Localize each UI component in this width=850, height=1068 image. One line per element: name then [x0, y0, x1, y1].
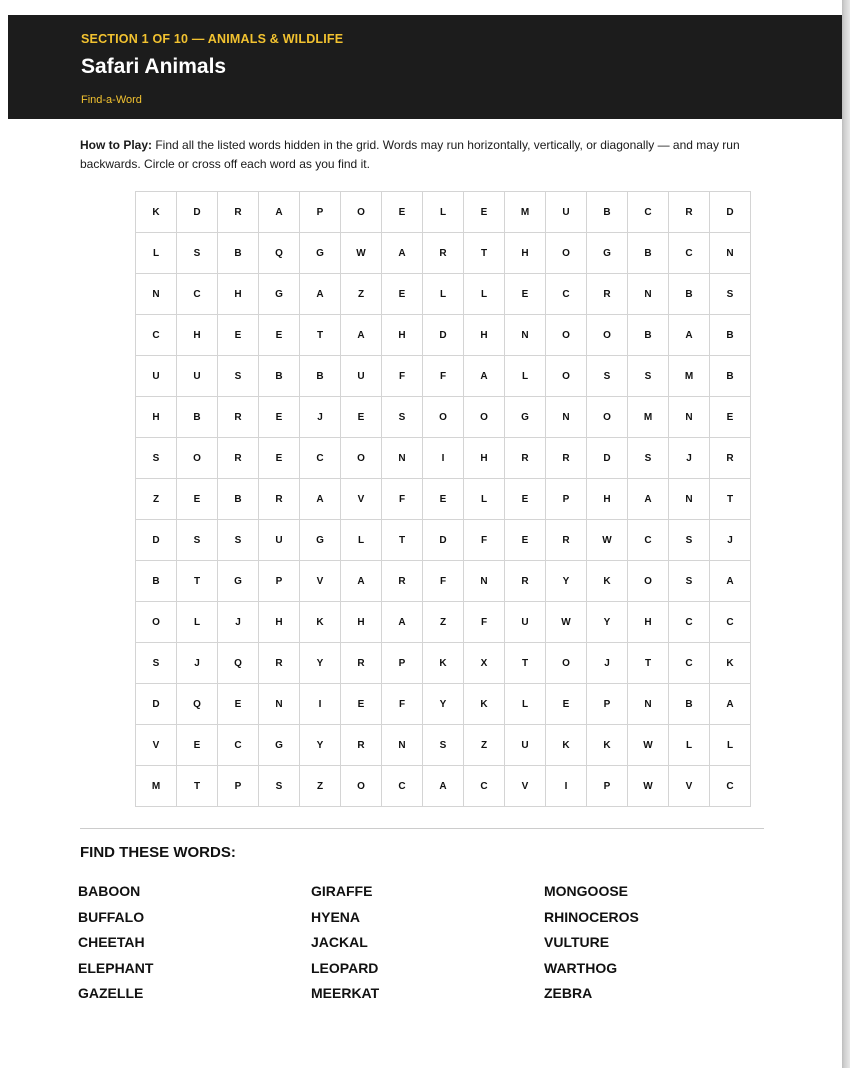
grid-cell[interactable]: G [259, 725, 300, 766]
grid-cell[interactable]: R [546, 520, 587, 561]
grid-cell[interactable]: C [669, 233, 710, 274]
grid-cell[interactable]: S [218, 356, 259, 397]
page-title: Safari Animals [81, 55, 227, 78]
grid-cell[interactable]: N [259, 684, 300, 725]
grid-cell[interactable]: N [669, 479, 710, 520]
grid-cell[interactable]: O [341, 766, 382, 807]
grid-cell[interactable]: C [464, 766, 505, 807]
grid-cell[interactable]: Z [136, 479, 177, 520]
grid-cell[interactable]: F [382, 356, 423, 397]
grid-cell[interactable]: C [710, 766, 751, 807]
grid-cell[interactable]: T [464, 233, 505, 274]
divider [80, 828, 764, 829]
grid-cell[interactable]: P [218, 766, 259, 807]
grid-cell[interactable]: W [587, 520, 628, 561]
grid-cell[interactable]: L [464, 479, 505, 520]
grid-cell[interactable]: F [464, 602, 505, 643]
grid-cell[interactable]: N [382, 438, 423, 479]
grid-cell[interactable]: L [505, 684, 546, 725]
grid-cell[interactable]: E [423, 479, 464, 520]
word-list-item: JACKAL [311, 934, 368, 950]
grid-cell[interactable]: P [300, 192, 341, 233]
grid-cell[interactable]: G [505, 397, 546, 438]
grid-cell[interactable]: H [218, 274, 259, 315]
word-list-item: BABOON [78, 883, 141, 899]
grid-cell[interactable]: S [669, 520, 710, 561]
grid-cell[interactable]: E [259, 438, 300, 479]
grid-cell[interactable]: K [423, 643, 464, 684]
grid-cell[interactable]: J [218, 602, 259, 643]
grid-cell[interactable]: T [710, 479, 751, 520]
grid-cell[interactable]: K [587, 725, 628, 766]
grid-cell[interactable]: E [259, 315, 300, 356]
word-list-item: ELEPHANT [78, 959, 154, 976]
grid-cell[interactable]: V [300, 561, 341, 602]
grid-cell[interactable]: B [669, 684, 710, 725]
grid-cell[interactable]: N [710, 233, 751, 274]
grid-cell[interactable]: D [136, 684, 177, 725]
word-list-item: LEOPARD [311, 959, 379, 976]
grid-cell[interactable]: K [136, 192, 177, 233]
grid-cell[interactable]: N [382, 725, 423, 766]
grid-cell[interactable]: L [423, 274, 464, 315]
grid-cell[interactable]: Y [300, 643, 341, 684]
grid-cell[interactable]: B [177, 397, 218, 438]
grid-cell[interactable]: V [136, 725, 177, 766]
grid-cell[interactable]: O [136, 602, 177, 643]
grid-cell[interactable]: Q [177, 684, 218, 725]
grid-cell[interactable]: Y [300, 725, 341, 766]
grid-cell[interactable]: C [669, 643, 710, 684]
grid-cell[interactable]: O [587, 315, 628, 356]
grid-cell[interactable]: A [710, 561, 751, 602]
grid-cell[interactable]: D [710, 192, 751, 233]
word-list-column-1 [78, 881, 153, 1009]
grid-cell[interactable]: B [300, 356, 341, 397]
grid-cell[interactable]: W [628, 725, 669, 766]
instructions-label: How to Play: [80, 138, 153, 152]
grid-cell[interactable]: H [177, 315, 218, 356]
grid-cell[interactable]: L [423, 192, 464, 233]
section-header [8, 15, 843, 119]
grid-cell[interactable]: S [136, 643, 177, 684]
grid-cell[interactable]: A [341, 315, 382, 356]
grid-cell[interactable]: N [546, 397, 587, 438]
word-list-column-2 [311, 881, 379, 1009]
grid-cell[interactable]: A [259, 192, 300, 233]
grid-cell[interactable]: I [546, 766, 587, 807]
grid-cell[interactable]: Q [218, 643, 259, 684]
grid-cell[interactable]: W [628, 766, 669, 807]
grid-cell[interactable]: T [177, 561, 218, 602]
grid-cell[interactable]: H [464, 438, 505, 479]
section-label: SECTION 1 OF 10 — ANIMALS & WILDLIFE [81, 32, 344, 46]
grid-cell[interactable]: O [587, 397, 628, 438]
grid-cell[interactable]: E [505, 520, 546, 561]
grid-cell[interactable]: A [382, 233, 423, 274]
grid-cell[interactable]: H [382, 315, 423, 356]
instructions-text: Find all the listed words hidden in the grid. Words may run horizontally, vertically, or diagonally — and may run backwards. Circle or cross off each word as you find it. [80, 138, 740, 171]
grid-cell[interactable]: O [177, 438, 218, 479]
grid-cell[interactable]: R [218, 438, 259, 479]
grid-cell[interactable]: R [218, 192, 259, 233]
grid-cell[interactable]: T [382, 520, 423, 561]
grid-cell[interactable]: P [546, 479, 587, 520]
grid-cell[interactable]: A [628, 479, 669, 520]
grid-cell[interactable]: T [300, 315, 341, 356]
grid-cell[interactable]: C [218, 725, 259, 766]
grid-cell[interactable]: S [628, 438, 669, 479]
grid-cell[interactable]: J [669, 438, 710, 479]
grid-cell[interactable]: L [669, 725, 710, 766]
grid-cell[interactable]: E [218, 684, 259, 725]
grid-cell[interactable]: I [300, 684, 341, 725]
grid-cell[interactable]: V [341, 479, 382, 520]
grid-cell[interactable]: E [259, 397, 300, 438]
grid-cell[interactable]: L [136, 233, 177, 274]
grid-cell[interactable]: N [628, 274, 669, 315]
grid-cell[interactable]: C [710, 602, 751, 643]
grid-cell[interactable]: B [710, 356, 751, 397]
grid-cell[interactable]: Y [546, 561, 587, 602]
grid-cell[interactable]: C [628, 520, 669, 561]
grid-cell[interactable]: E [177, 479, 218, 520]
word-list-item: RHINOCEROS [544, 908, 639, 925]
grid-cell[interactable]: U [505, 725, 546, 766]
grid-cell[interactable]: L [177, 602, 218, 643]
grid-cell[interactable]: S [218, 520, 259, 561]
grid-cell[interactable]: S [177, 520, 218, 561]
word-list-item: WARTHOG [544, 959, 618, 976]
grid-cell[interactable]: H [136, 397, 177, 438]
grid-cell[interactable]: S [259, 766, 300, 807]
grid-cell[interactable]: O [628, 561, 669, 602]
grid-cell[interactable]: Z [464, 725, 505, 766]
grid-cell[interactable]: U [136, 356, 177, 397]
page-edge-shadow [842, 0, 850, 1068]
find-words-heading: FIND THESE WORDS: [80, 844, 236, 861]
grid-cell[interactable]: O [341, 192, 382, 233]
grid-cell[interactable]: J [587, 643, 628, 684]
grid-cell[interactable]: Y [423, 684, 464, 725]
grid-cell[interactable]: G [300, 520, 341, 561]
grid-cell[interactable]: E [505, 479, 546, 520]
grid-cell[interactable]: E [218, 315, 259, 356]
grid-cell[interactable]: M [669, 356, 710, 397]
grid-cell[interactable]: C [628, 192, 669, 233]
grid-cell[interactable]: R [341, 725, 382, 766]
grid-cell[interactable]: J [710, 520, 751, 561]
grid-cell[interactable]: Z [423, 602, 464, 643]
grid-cell[interactable]: B [628, 315, 669, 356]
grid-cell[interactable]: E [177, 725, 218, 766]
grid-cell[interactable]: D [423, 315, 464, 356]
grid-cell[interactable]: O [546, 315, 587, 356]
grid-cell[interactable]: F [382, 479, 423, 520]
grid-cell[interactable]: A [341, 561, 382, 602]
grid-cell[interactable]: C [382, 766, 423, 807]
grid-cell[interactable]: V [669, 766, 710, 807]
grid-cell[interactable]: R [423, 233, 464, 274]
grid-cell[interactable]: G [218, 561, 259, 602]
grid-cell[interactable]: S [177, 233, 218, 274]
grid-cell[interactable]: P [587, 766, 628, 807]
word-list-item: ZEBRA [544, 985, 593, 1001]
grid-cell[interactable]: O [546, 356, 587, 397]
grid-cell[interactable]: E [505, 274, 546, 315]
grid-cell[interactable]: B [710, 315, 751, 356]
grid-cell[interactable]: R [259, 479, 300, 520]
grid-cell[interactable]: A [710, 684, 751, 725]
grid-cell[interactable]: D [423, 520, 464, 561]
grid-cell[interactable]: E [341, 397, 382, 438]
grid-cell[interactable]: S [628, 356, 669, 397]
grid-cell[interactable]: R [669, 192, 710, 233]
grid-cell[interactable]: P [587, 684, 628, 725]
word-list-item: BUFFALO [78, 908, 145, 925]
word-list-item: MEERKAT [311, 985, 380, 1001]
grid-cell[interactable]: S [423, 725, 464, 766]
grid-cell[interactable]: U [341, 356, 382, 397]
puzzle-type-label: Find-a-Word [81, 94, 142, 106]
grid-cell[interactable]: V [505, 766, 546, 807]
grid-cell[interactable]: T [505, 643, 546, 684]
grid-cell[interactable]: A [382, 602, 423, 643]
grid-cell[interactable]: F [382, 684, 423, 725]
grid-cell[interactable]: R [505, 561, 546, 602]
word-list-item: VULTURE [544, 934, 610, 950]
grid-cell[interactable]: J [300, 397, 341, 438]
word-list-item: GIRAFFE [311, 883, 373, 899]
grid-cell[interactable]: A [300, 479, 341, 520]
word-search-grid [135, 191, 751, 807]
grid-cell[interactable]: O [423, 397, 464, 438]
grid-cell[interactable]: E [341, 684, 382, 725]
grid-cell[interactable]: D [587, 438, 628, 479]
grid-cell[interactable]: R [341, 643, 382, 684]
grid-cell[interactable]: F [423, 561, 464, 602]
grid-cell[interactable]: H [505, 233, 546, 274]
grid-cell[interactable]: U [546, 192, 587, 233]
grid-cell[interactable]: B [259, 356, 300, 397]
grid-cell[interactable]: D [177, 192, 218, 233]
grid-cell[interactable]: S [136, 438, 177, 479]
grid-cell[interactable]: L [710, 725, 751, 766]
grid-cell[interactable]: M [505, 192, 546, 233]
grid-cell[interactable]: R [505, 438, 546, 479]
grid-cell[interactable]: H [259, 602, 300, 643]
grid-cell[interactable]: W [546, 602, 587, 643]
grid-cell[interactable]: H [464, 315, 505, 356]
word-list-column-3 [544, 881, 639, 1009]
grid-cell[interactable]: B [218, 479, 259, 520]
grid-cell[interactable]: J [177, 643, 218, 684]
grid-cell[interactable]: T [177, 766, 218, 807]
grid-cell[interactable]: G [300, 233, 341, 274]
grid-cell[interactable]: C [669, 602, 710, 643]
grid-cell[interactable]: E [464, 192, 505, 233]
grid-cell[interactable]: U [505, 602, 546, 643]
grid-cell[interactable]: E [382, 192, 423, 233]
grid-cell[interactable]: P [259, 561, 300, 602]
grid-cell[interactable]: D [136, 520, 177, 561]
grid-cell[interactable]: G [587, 233, 628, 274]
grid-cell[interactable]: K [464, 684, 505, 725]
grid-cell[interactable]: E [382, 274, 423, 315]
grid-cell[interactable]: C [546, 274, 587, 315]
grid-cell[interactable]: Z [341, 274, 382, 315]
grid-cell[interactable]: O [546, 643, 587, 684]
grid-cell[interactable]: R [259, 643, 300, 684]
grid-cell[interactable]: R [587, 274, 628, 315]
grid-cell[interactable]: H [341, 602, 382, 643]
word-list-item: CHEETAH [78, 934, 145, 950]
grid-cell[interactable]: T [628, 643, 669, 684]
grid-cell[interactable]: R [218, 397, 259, 438]
grid-cell[interactable]: S [587, 356, 628, 397]
grid-cell[interactable]: E [546, 684, 587, 725]
grid-cell[interactable]: B [587, 192, 628, 233]
grid-cell[interactable]: A [669, 315, 710, 356]
grid-cell[interactable]: E [710, 397, 751, 438]
grid-cell[interactable]: S [669, 561, 710, 602]
grid-cell[interactable]: N [136, 274, 177, 315]
grid-cell[interactable]: K [546, 725, 587, 766]
grid-cell[interactable]: H [628, 602, 669, 643]
word-list-item: MONGOOSE [544, 883, 629, 899]
grid-cell[interactable]: O [546, 233, 587, 274]
grid-cell[interactable]: Y [587, 602, 628, 643]
grid-cell[interactable]: I [423, 438, 464, 479]
grid-cell[interactable]: K [710, 643, 751, 684]
grid-cell[interactable]: B [669, 274, 710, 315]
grid-cell[interactable]: N [505, 315, 546, 356]
grid-cell[interactable]: H [587, 479, 628, 520]
grid-cell[interactable]: L [505, 356, 546, 397]
grid-cell[interactable]: A [300, 274, 341, 315]
grid-cell[interactable]: R [382, 561, 423, 602]
grid-cell[interactable]: L [464, 274, 505, 315]
grid-cell[interactable]: F [423, 356, 464, 397]
grid-cell[interactable]: X [464, 643, 505, 684]
grid-cell[interactable]: B [136, 561, 177, 602]
grid-cell[interactable]: K [300, 602, 341, 643]
grid-cell[interactable]: A [423, 766, 464, 807]
grid-cell[interactable]: Z [300, 766, 341, 807]
grid-cell[interactable]: M [136, 766, 177, 807]
grid-cell[interactable]: C [177, 274, 218, 315]
grid-cell[interactable]: B [628, 233, 669, 274]
grid-cell[interactable]: R [710, 438, 751, 479]
grid-cell[interactable]: U [177, 356, 218, 397]
grid-cell[interactable]: O [464, 397, 505, 438]
grid-cell[interactable]: L [341, 520, 382, 561]
grid-cell[interactable]: F [464, 520, 505, 561]
grid-cell[interactable]: A [464, 356, 505, 397]
grid-cell[interactable]: K [587, 561, 628, 602]
grid-cell[interactable]: S [382, 397, 423, 438]
grid-cell[interactable]: N [464, 561, 505, 602]
grid-cell[interactable]: S [710, 274, 751, 315]
grid-cell[interactable]: R [546, 438, 587, 479]
word-list-item: HYENA [311, 908, 361, 925]
grid-cell[interactable]: W [341, 233, 382, 274]
grid-cell[interactable]: Q [259, 233, 300, 274]
grid-cell[interactable]: N [669, 397, 710, 438]
grid-cell[interactable]: C [300, 438, 341, 479]
grid-cell[interactable]: U [259, 520, 300, 561]
grid-cell[interactable]: G [259, 274, 300, 315]
instructions [80, 136, 780, 174]
grid-cell[interactable]: P [382, 643, 423, 684]
grid-cell[interactable]: N [628, 684, 669, 725]
grid-cell[interactable]: C [136, 315, 177, 356]
grid-cell[interactable]: O [341, 438, 382, 479]
grid-cell[interactable]: M [628, 397, 669, 438]
grid-cell[interactable]: B [218, 233, 259, 274]
word-list-item: GAZELLE [78, 985, 144, 1001]
